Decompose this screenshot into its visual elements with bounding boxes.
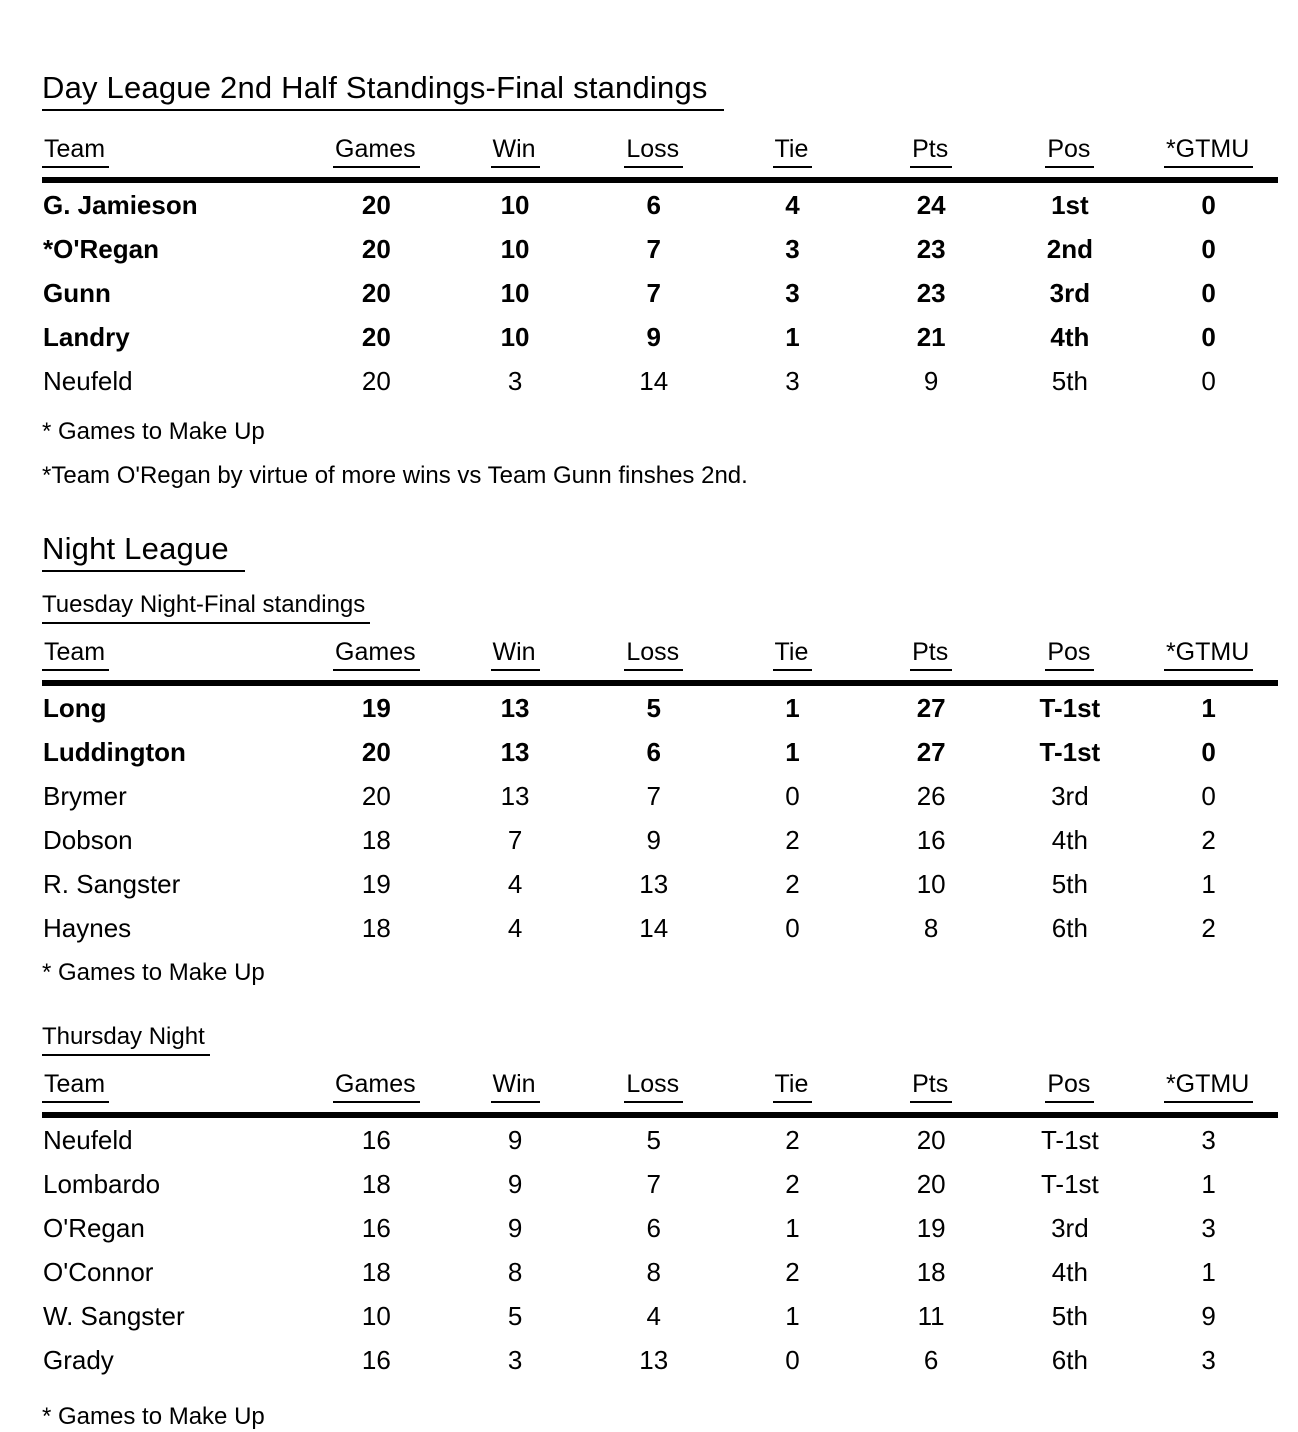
tuesday-night-table-header: [42, 638, 1278, 683]
column-header-label: Win: [491, 1070, 540, 1103]
stat-value-cell: 13: [639, 868, 669, 899]
stat-value-cell: 3: [785, 277, 800, 308]
team-name-cell: Long: [43, 692, 107, 723]
stat-value-cell: 13: [639, 1344, 669, 1375]
thursday-night-table-body: [42, 1115, 1278, 1382]
stat-value-cell: 3rd: [1051, 780, 1089, 811]
stat-value-cell: 3rd: [1049, 277, 1091, 308]
stat-value-cell: 20: [916, 1168, 946, 1199]
day-league-footnote-tiebreak: *Team O'Regan by virtue of more wins vs Team Gunn finshes 2nd.: [42, 462, 748, 489]
stat-value-cell: 4: [507, 868, 523, 899]
stat-value-cell: 4: [646, 1300, 661, 1331]
stat-value-cell: 20: [361, 736, 391, 767]
column-header-team: [42, 135, 307, 180]
stat-value-cell: 10: [500, 189, 530, 220]
column-header-win: [446, 638, 585, 683]
column-header-label: Pos: [1045, 638, 1094, 671]
stat-value-cell: 10: [500, 277, 530, 308]
table-row: [42, 1294, 1278, 1338]
team-name-cell: O'Connor: [43, 1256, 154, 1287]
stat-value-cell: 2: [1201, 824, 1216, 855]
column-header-pos: [1001, 135, 1140, 180]
stat-value-cell: 7: [646, 780, 661, 811]
stat-value-cell: 13: [500, 692, 530, 723]
stat-value-cell: T-1st: [1040, 1124, 1099, 1155]
stat-value-cell: 9: [507, 1168, 523, 1199]
stat-value-cell: 9: [507, 1124, 523, 1155]
column-header-win: [446, 1070, 585, 1115]
stat-value-cell: 0: [1201, 233, 1216, 264]
stat-value-cell: T-1st: [1039, 692, 1101, 723]
stat-value-cell: 0: [785, 912, 800, 943]
team-name-cell: Dobson: [43, 824, 133, 855]
stat-value-cell: 5: [507, 1300, 523, 1331]
stat-value-cell: 4th: [1050, 321, 1090, 352]
stat-value-cell: 8: [646, 1256, 661, 1287]
stat-value-cell: 18: [361, 912, 391, 943]
stat-value-cell: 3: [507, 1344, 523, 1375]
column-header-loss: [584, 638, 723, 683]
day-league-title-text: Day League 2nd Half Standings-Final standings: [42, 70, 724, 111]
team-name-cell: Landry: [43, 321, 130, 352]
stat-value-cell: 8: [923, 912, 939, 943]
stat-value-cell: 18: [361, 1256, 391, 1287]
column-header-label: Loss: [624, 638, 683, 671]
team-name-cell: Neufeld: [43, 1124, 133, 1155]
table-row: [42, 227, 1278, 271]
stat-value-cell: 24: [916, 189, 946, 220]
stat-value-cell: 23: [916, 277, 946, 308]
column-header-label: Pos: [1045, 1070, 1094, 1103]
stat-value-cell: 7: [646, 233, 661, 264]
team-name-cell: *O'Regan: [43, 233, 159, 264]
day-league-standings-table: [42, 135, 1278, 403]
stat-value-cell: 14: [639, 912, 669, 943]
stat-value-cell: 1: [1201, 1168, 1216, 1199]
team-name-cell: Gunn: [43, 277, 111, 308]
day-league-section: [42, 70, 1278, 491]
table-row: [42, 180, 1278, 227]
stat-value-cell: 20: [361, 233, 391, 264]
stat-value-cell: 6: [923, 1344, 939, 1375]
night-league-title: [42, 531, 1278, 572]
stat-value-cell: 20: [361, 321, 391, 352]
stat-value-cell: 16: [361, 1344, 391, 1375]
stat-value-cell: 5th: [1051, 868, 1088, 899]
stat-value-cell: 0: [1201, 780, 1216, 811]
stat-value-cell: 26: [916, 780, 946, 811]
stat-value-cell: 6: [646, 189, 661, 220]
stat-value-cell: 20: [361, 189, 391, 220]
stat-value-cell: 6th: [1051, 1344, 1088, 1375]
stat-value-cell: 20: [361, 780, 391, 811]
stat-value-cell: 27: [916, 736, 946, 767]
stat-value-cell: 3: [1201, 1212, 1216, 1243]
column-header-label: Pts: [910, 1070, 952, 1103]
table-row: [42, 271, 1278, 315]
stat-value-cell: 16: [916, 824, 946, 855]
stat-value-cell: 21: [916, 321, 946, 352]
tuesday-night-subtitle-text: Tuesday Night-Final standings: [42, 590, 370, 624]
stat-value-cell: 2nd: [1046, 233, 1093, 264]
team-name-cell: Luddington: [43, 736, 186, 767]
header-row: [42, 135, 1278, 180]
column-header-label: Games: [333, 1070, 420, 1103]
column-header-pts: [862, 1070, 1001, 1115]
table-row: [42, 818, 1278, 862]
stat-value-cell: 9: [507, 1212, 523, 1243]
column-header-label: Tie: [773, 1070, 813, 1103]
thursday-night-table-header: [42, 1070, 1278, 1115]
column-header-label: Pts: [910, 638, 952, 671]
column-header-tie: [723, 1070, 862, 1115]
column-header-label: *GTMU: [1164, 1070, 1253, 1103]
column-header-label: Team: [42, 638, 109, 671]
column-header-games: [307, 1070, 446, 1115]
team-name-cell: Grady: [43, 1344, 114, 1375]
stat-value-cell: 3: [785, 233, 800, 264]
column-header-gtmu: [1139, 1070, 1278, 1115]
stat-value-cell: 0: [1201, 736, 1216, 767]
stat-value-cell: 0: [785, 1344, 800, 1375]
stat-value-cell: 5: [646, 1124, 661, 1155]
column-header-label: Win: [491, 135, 540, 168]
stat-value-cell: 10: [500, 233, 530, 264]
tuesday-night-table-body: [42, 683, 1278, 950]
table-row: [42, 1206, 1278, 1250]
stat-value-cell: 7: [507, 824, 523, 855]
table-row: [42, 730, 1278, 774]
column-header-pos: [1001, 638, 1140, 683]
stat-value-cell: 5: [646, 692, 661, 723]
stat-value-cell: 1: [1201, 692, 1216, 723]
table-row: [42, 774, 1278, 818]
tuesday-night-subtitle: [42, 590, 1278, 624]
stat-value-cell: 2: [785, 824, 800, 855]
stat-value-cell: 3: [785, 365, 800, 396]
stat-value-cell: 7: [646, 1168, 661, 1199]
stat-value-cell: 19: [916, 1212, 946, 1243]
column-header-games: [307, 638, 446, 683]
stat-value-cell: T-1st: [1039, 736, 1101, 767]
column-header-win: [446, 135, 585, 180]
tuesday-night-standings-table: [42, 638, 1278, 950]
table-row: [42, 1115, 1278, 1162]
night-league-section: [42, 531, 1278, 1432]
table-row: [42, 683, 1278, 730]
stat-value-cell: 18: [361, 824, 391, 855]
stat-value-cell: 0: [1201, 189, 1216, 220]
stat-value-cell: 0: [785, 780, 800, 811]
stat-value-cell: 6: [646, 736, 661, 767]
stat-value-cell: 0: [1201, 277, 1216, 308]
column-header-gtmu: [1139, 135, 1278, 180]
thursday-night-standings-table: [42, 1070, 1278, 1382]
stat-value-cell: 11: [917, 1300, 945, 1331]
stat-value-cell: 20: [361, 277, 391, 308]
stat-value-cell: 1: [1201, 1256, 1216, 1287]
stat-value-cell: 4: [785, 189, 800, 220]
stat-value-cell: 13: [500, 780, 530, 811]
column-header-pos: [1001, 1070, 1140, 1115]
stat-value-cell: 10: [916, 868, 946, 899]
stat-value-cell: 18: [916, 1256, 946, 1287]
stat-value-cell: 3: [507, 365, 523, 396]
stat-value-cell: 9: [1201, 1300, 1216, 1331]
thursday-night-footnote-gtmu: * Games to Make Up: [42, 1403, 265, 1430]
day-league-table-body: [42, 180, 1278, 403]
team-name-cell: W. Sangster: [43, 1300, 185, 1331]
thursday-night-subtitle: [42, 1022, 1278, 1056]
column-header-label: Team: [42, 1070, 109, 1103]
header-row: [42, 638, 1278, 683]
stat-value-cell: 1: [785, 1212, 800, 1243]
stat-value-cell: 2: [785, 1124, 800, 1155]
stat-value-cell: 4th: [1051, 1256, 1088, 1287]
column-header-pts: [862, 135, 1001, 180]
tuesday-night-footnote-gtmu: * Games to Make Up: [42, 959, 265, 986]
night-league-title-text: Night League: [42, 531, 245, 572]
header-row: [42, 1070, 1278, 1115]
stat-value-cell: 14: [639, 365, 669, 396]
table-row: [42, 862, 1278, 906]
team-name-cell: O'Regan: [43, 1212, 145, 1243]
team-name-cell: Haynes: [43, 912, 132, 943]
day-league-title: [42, 70, 1278, 111]
stat-value-cell: 7: [646, 277, 661, 308]
column-header-label: *GTMU: [1164, 135, 1253, 168]
column-header-label: Tie: [773, 638, 813, 671]
stat-value-cell: 27: [916, 692, 946, 723]
stat-value-cell: 13: [500, 736, 530, 767]
stat-value-cell: 0: [1201, 365, 1216, 396]
column-header-games: [307, 135, 446, 180]
day-league-footnote-gtmu: * Games to Make Up: [42, 418, 265, 445]
team-name-cell: R. Sangster: [43, 868, 181, 899]
stat-value-cell: 20: [916, 1124, 946, 1155]
stat-value-cell: 19: [361, 692, 391, 723]
column-header-team: [42, 638, 307, 683]
stat-value-cell: 6th: [1051, 912, 1088, 943]
stat-value-cell: T-1st: [1040, 1168, 1099, 1199]
stat-value-cell: 1: [785, 692, 800, 723]
team-name-cell: Lombardo: [43, 1168, 161, 1199]
table-row: [42, 906, 1278, 950]
team-name-cell: Neufeld: [43, 365, 133, 396]
stat-value-cell: 5th: [1051, 365, 1088, 396]
stat-value-cell: 1: [1201, 868, 1216, 899]
table-row: [42, 1250, 1278, 1294]
stat-value-cell: 18: [361, 1168, 391, 1199]
stat-value-cell: 1st: [1051, 189, 1089, 220]
stat-value-cell: 19: [361, 868, 391, 899]
column-header-label: Pos: [1045, 135, 1094, 168]
stat-value-cell: 10: [500, 321, 530, 352]
stat-value-cell: 9: [923, 365, 939, 396]
stat-value-cell: 9: [646, 824, 661, 855]
stat-value-cell: 2: [785, 1256, 800, 1287]
table-row: [42, 359, 1278, 403]
team-name-cell: G. Jamieson: [43, 189, 198, 220]
column-header-label: Games: [333, 638, 420, 671]
stat-value-cell: 0: [1201, 321, 1216, 352]
stat-value-cell: 4th: [1051, 824, 1088, 855]
stat-value-cell: 8: [507, 1256, 523, 1287]
column-header-tie: [723, 135, 862, 180]
column-header-loss: [584, 1070, 723, 1115]
column-header-label: Games: [333, 135, 420, 168]
stat-value-cell: 1: [785, 1300, 800, 1331]
stat-value-cell: 1: [785, 321, 800, 352]
column-header-label: Tie: [773, 135, 813, 168]
column-header-tie: [723, 638, 862, 683]
team-name-cell: Brymer: [43, 780, 127, 811]
day-league-table-header: [42, 135, 1278, 180]
stat-value-cell: 2: [1201, 912, 1216, 943]
column-header-label: Win: [491, 638, 540, 671]
stat-value-cell: 3: [1201, 1344, 1216, 1375]
column-header-label: Team: [42, 135, 109, 168]
stat-value-cell: 3rd: [1051, 1212, 1089, 1243]
column-header-loss: [584, 135, 723, 180]
stat-value-cell: 5th: [1051, 1300, 1088, 1331]
thursday-night-subtitle-text: Thursday Night: [42, 1022, 210, 1056]
column-header-label: Pts: [910, 135, 952, 168]
stat-value-cell: 2: [785, 868, 800, 899]
table-row: [42, 315, 1278, 359]
column-header-label: Loss: [624, 135, 683, 168]
stat-value-cell: 16: [361, 1212, 391, 1243]
stat-value-cell: 9: [646, 321, 661, 352]
stat-value-cell: 10: [361, 1300, 391, 1331]
column-header-label: *GTMU: [1164, 638, 1253, 671]
column-header-team: [42, 1070, 307, 1115]
stat-value-cell: 2: [785, 1168, 800, 1199]
column-header-pts: [862, 638, 1001, 683]
stat-value-cell: 23: [916, 233, 946, 264]
stat-value-cell: 6: [646, 1212, 661, 1243]
stat-value-cell: 1: [785, 736, 800, 767]
column-header-gtmu: [1139, 638, 1278, 683]
stat-value-cell: 3: [1201, 1124, 1216, 1155]
stat-value-cell: 20: [361, 365, 391, 396]
column-header-label: Loss: [624, 1070, 683, 1103]
table-row: [42, 1162, 1278, 1206]
stat-value-cell: 4: [507, 912, 523, 943]
stat-value-cell: 16: [361, 1124, 391, 1155]
